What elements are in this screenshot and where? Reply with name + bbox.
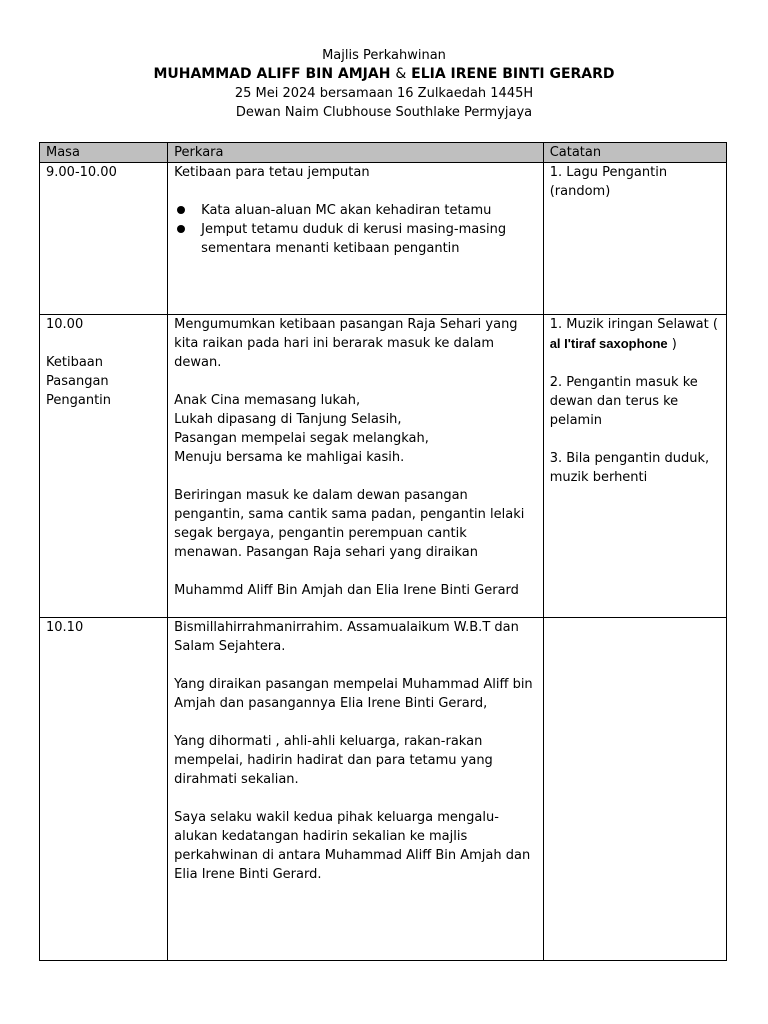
perkara-cell [168, 618, 544, 961]
ampersand: & [395, 66, 407, 82]
perkara-paragraph: Saya selaku wakil kedua pihak keluarga mengalu-alukan kedatangan hadirin sekalian ke majlis perkahwinan di antara Muhammad Aliff Bin Amjah dan Elia Irene Binti Gerard. [174, 810, 531, 882]
programme-table [39, 142, 727, 961]
bride-name: ELIA IRENE BINTI GERARD [411, 66, 615, 82]
catatan-note: 3. Bila pengantin duduk, muzik berhenti [549, 451, 710, 485]
catatan-note: 1. Lagu Pengantin (random) [549, 165, 668, 199]
perkara-paragraph: Yang diraikan pasangan mempelai Muhammad Aliff bin Amjah dan pasangannya Elia Irene Binti Gerard, [174, 677, 533, 711]
perkara-cell [168, 163, 544, 315]
table-row [40, 315, 727, 618]
column-header-masa: Masa [40, 143, 168, 163]
masa-cell [40, 163, 168, 315]
masa-time: 10.10 [46, 620, 84, 635]
song-title: al I'tiraf saxophone [549, 336, 668, 351]
catatan-cell [543, 315, 726, 618]
masa-time: 10.00 [46, 317, 84, 332]
perkara-bullet-list [174, 201, 537, 258]
perkara-paragraph: Yang dihormati , ahli-ahli keluarga, rakan-rakan mempelai, hadirin hadirat dan para tetamu yang dirahmati sekalian. [174, 734, 493, 787]
perkara-intro: Ketibaan para tetau jemputan [174, 165, 370, 180]
groom-name: MUHAMMAD ALIFF BIN AMJAH [153, 66, 391, 82]
column-header-perkara: Perkara [168, 143, 544, 163]
masa-cell [40, 618, 168, 961]
table-row [40, 163, 727, 315]
document-header [0, 46, 768, 122]
table-header-row [40, 143, 727, 163]
event-venue: Dewan Naim Clubhouse Southlake Permyjaya [235, 105, 533, 120]
catatan-note [550, 315, 720, 354]
perkara-paragraph: Muhammd Aliff Bin Amjah dan Elia Irene Binti Gerard [174, 583, 519, 598]
masa-cell [40, 315, 168, 618]
catatan-cell [543, 618, 726, 961]
couple-names [0, 65, 768, 84]
perkara-paragraph: Mengumumkan ketibaan pasangan Raja Sehari yang kita raikan pada hari ini berarak masuk ke dalam dewan. [174, 317, 518, 370]
pantun-line: Pasangan mempelai segak melangkah, [174, 431, 429, 446]
perkara-paragraph: Bismillahirrahmanirrahim. Assamualaikum W.B.T dan Salam Sejahtera. [174, 620, 519, 654]
catatan-note-prefix: 1. Muzik iringan Selawat ( [549, 317, 718, 332]
event-title: Majlis Perkahwinan [322, 48, 446, 63]
masa-label: Ketibaan Pasangan Pengantin [46, 355, 112, 408]
bullet-icon [177, 206, 185, 214]
list-item [174, 220, 537, 258]
masa-time: 9.00-10.00 [46, 165, 117, 180]
catatan-note: 2. Pengantin masuk ke dewan dan terus ke pelamin [549, 375, 698, 428]
catatan-cell [543, 163, 726, 315]
perkara-paragraph: Beriringan masuk ke dalam dewan pasangan pengantin, sama cantik sama padan, pengantin lelaki segak bergaya, pengantin perempuan cantik menawan. Pasangan Raja sehari yang diraikan [174, 488, 525, 560]
perkara-cell [168, 315, 544, 618]
list-item-text: Kata aluan-aluan MC akan kehadiran tetamu [201, 203, 492, 218]
catatan-note-suffix: ) [671, 337, 677, 352]
bullet-icon [177, 225, 185, 233]
pantun-line: Anak Cina memasang lukah, [174, 393, 361, 408]
list-item-text: Jemput tetamu duduk di kerusi masing-masing sementara menanti ketibaan pengantin [201, 222, 507, 256]
pantun-line: Menuju bersama ke mahligai kasih. [174, 450, 405, 465]
column-header-catatan: Catatan [543, 143, 726, 163]
list-item [174, 201, 537, 220]
event-date: 25 Mei 2024 bersamaan 16 Zulkaedah 1445H [234, 86, 534, 101]
pantun-line: Lukah dipasang di Tanjung Selasih, [174, 412, 402, 427]
table-row [40, 618, 727, 961]
